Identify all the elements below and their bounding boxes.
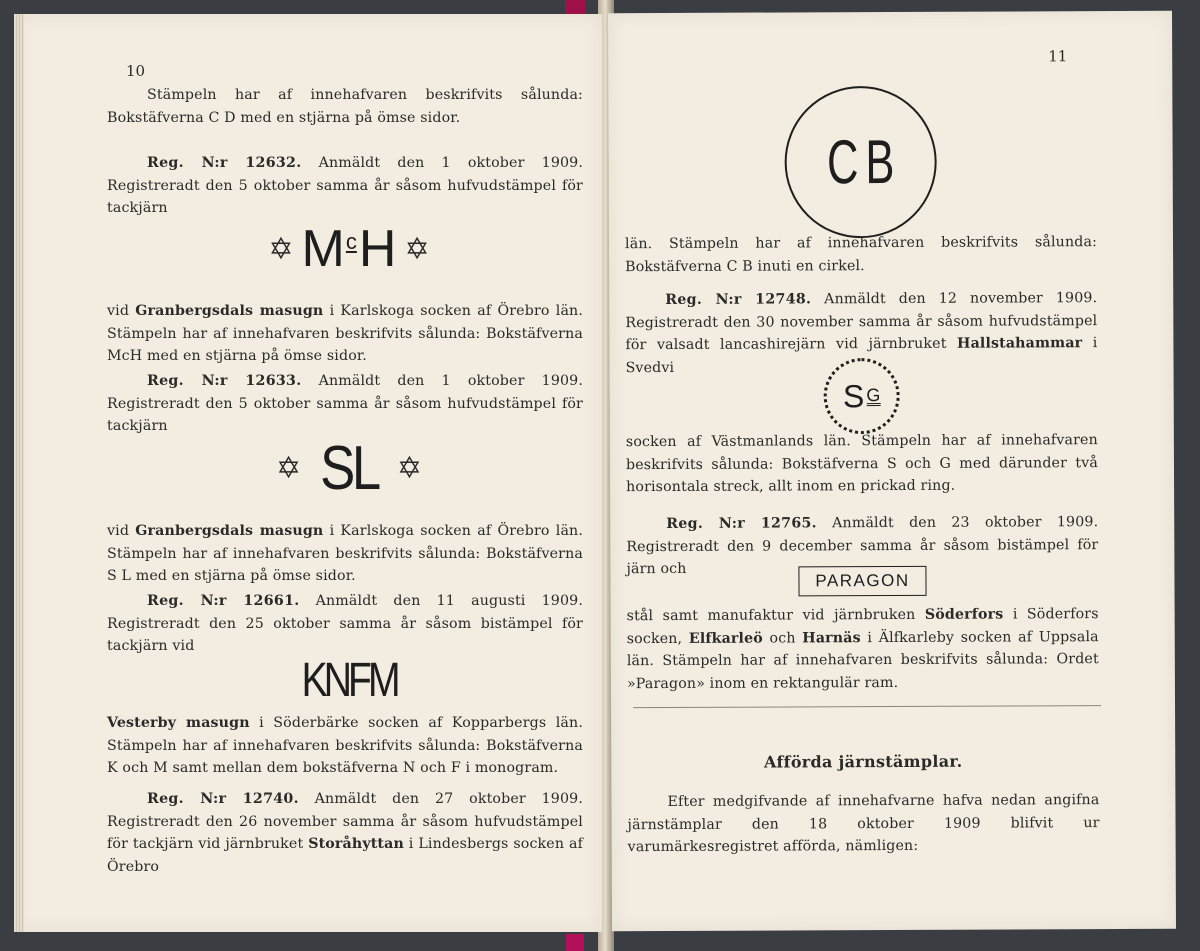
entry-12661 xyxy=(107,590,583,658)
entry-text: Anmäldt den 1 oktober 1909. Registreradt den 5 oktober samma år såsom hufvudstämpel för tackjärn xyxy=(107,373,584,434)
place-name: Granbergsdals masugn xyxy=(135,523,324,539)
section-divider xyxy=(633,705,1101,708)
entry-12633 xyxy=(107,370,583,438)
stamp-sl-text: SL xyxy=(320,433,378,503)
entry-12633-cont: vid Granbergsdals masugn i Karlskoga socken af Örebro län. Stämpeln har af innehafvaren beskrifvits sålunda: Bokstäfverna S L med en stjärna på ömse sidor. xyxy=(107,523,583,584)
reg-number: Reg. N:r 12661. xyxy=(147,593,300,609)
entry-12632 xyxy=(107,152,583,220)
paragon-description: stål samt manufaktur vid järnbruken Söderfors i Söderfors socken, Elfkarleö och Harnäs i Älfkarleby socken af Uppsala län. Stämpeln har af innehafvaren beskrifvits sålunda: Ordet »Paragon» inom en rektangulär ram. xyxy=(626,606,1099,692)
star-icon: ✡ xyxy=(404,231,430,267)
place-name: Vesterby masugn xyxy=(107,715,250,731)
entry-text: Anmäldt den 11 augusti 1909. Registreradt den 25 oktober samma år såsom bistämpel för tackjärn vid xyxy=(107,593,583,654)
place-name: Hallstahammar xyxy=(956,335,1083,352)
entry-12661-cont: Vesterby masugn i Söderbärke socken af Kopparbergs län. Stämpeln har af innehafvaren beskrifvits sålunda: Bokstäfverna K och M samt mellan dem bokstäfverna N och F i monogram. xyxy=(107,715,583,776)
cb-description: län. Stämpeln har af innehafvaren beskrifvits sålunda: Bokstäfverna C B inuti en cirkel. xyxy=(624,234,1098,275)
intro-text: Stämpeln har af innehafvaren beskrifvits sålunda: Bokstäfverna C D med en stjärna på ömse sidor. xyxy=(107,87,583,126)
stamp-knfm xyxy=(274,650,424,710)
stamp-cb-text: CB xyxy=(826,127,902,197)
stamp-mch-c: c xyxy=(345,229,357,254)
section-paragraph: Efter medgifvande af innehafvarne hafva nedan angifna järnstämplar den 18 oktober 1909 blifvit ur varumärkesregistret afförda, nämligen: xyxy=(627,792,1100,856)
place-name: Söderfors xyxy=(924,606,1004,623)
stamp-mch-m: M xyxy=(301,220,342,278)
reg-number: Reg. N:r 12748. xyxy=(665,291,812,308)
stamp-paragon xyxy=(798,566,926,597)
place-name: Storåhyttan xyxy=(308,836,404,852)
star-icon: ✡ xyxy=(275,450,302,486)
reg-number: Reg. N:r 12632. xyxy=(147,155,302,171)
entry-12748: Reg. N:r 12748. Anmäldt den 12 november 1909. Registreradt den 30 november samma år såsom hufvudstämpel för valsadt lancashirejärn vid järnbruket Hallstahammar i Svedvi xyxy=(625,290,1098,376)
entry-text: Anmäldt den 1 oktober 1909. Registreradt den 5 oktober samma år såsom hufvudstämpel för tackjärn xyxy=(107,155,584,216)
star-icon: ✡ xyxy=(396,450,423,486)
page-number-left: 10 xyxy=(126,62,146,80)
entry-12765: Reg. N:r 12765. Anmäldt den 23 oktober 1909. Registreradt den 9 december samma år såsom bistämpel för järn och xyxy=(626,514,1099,578)
stamp-mch xyxy=(244,219,454,279)
page-number-right: 11 xyxy=(1048,47,1068,66)
place-name: Harnäs xyxy=(802,629,861,646)
star-icon: ✡ xyxy=(268,231,294,267)
reg-number: Reg. N:r 12633. xyxy=(147,373,302,389)
reg-number: Reg. N:r 12740. xyxy=(147,791,299,807)
bookmark-ribbon-bottom xyxy=(566,934,584,951)
stamp-knfm-text: KNFM xyxy=(301,653,397,707)
stamp-paragon-text: PARAGON xyxy=(815,570,910,591)
reg-number: Reg. N:r 12765. xyxy=(666,515,817,532)
intro-paragraph xyxy=(107,84,583,129)
stamp-cb xyxy=(784,86,937,239)
place-name: Granbergsdals masugn xyxy=(135,303,324,319)
right-page xyxy=(608,11,1176,931)
left-page xyxy=(14,14,603,932)
stamp-sg xyxy=(824,358,900,434)
stamp-sg-g: G xyxy=(866,384,881,405)
stamp-mch-h: H xyxy=(358,220,397,278)
sg-description: socken af Västmanlands län. Stämpeln har af innehafvaren beskrifvits sålunda: Bokstäfverna S och G med därunder två horisontala streck, allt inom en prickad ring. xyxy=(625,432,1099,496)
stamp-sl xyxy=(259,432,439,504)
section-heading: Afförda järnstämplar. xyxy=(763,751,963,772)
entry-12632-cont: vid Granbergsdals masugn i Karlskoga socken af Örebro län. Stämpeln har af innehafvaren beskrifvits sålunda: Bokstäfverna McH med en stjärna på ömse sidor. xyxy=(107,303,583,364)
stamp-sg-s: S xyxy=(842,377,865,414)
entry-12740: Reg. N:r 12740. Anmäldt den 27 oktober 1909. Registreradt den 26 november samma år såsom hufvudstämpel för tackjärn vid järnbruket Storåhyttan i Lindesbergs socken af Örebro xyxy=(107,791,583,875)
page-edges xyxy=(14,14,24,932)
place-name: Elfkarleö xyxy=(688,630,763,647)
